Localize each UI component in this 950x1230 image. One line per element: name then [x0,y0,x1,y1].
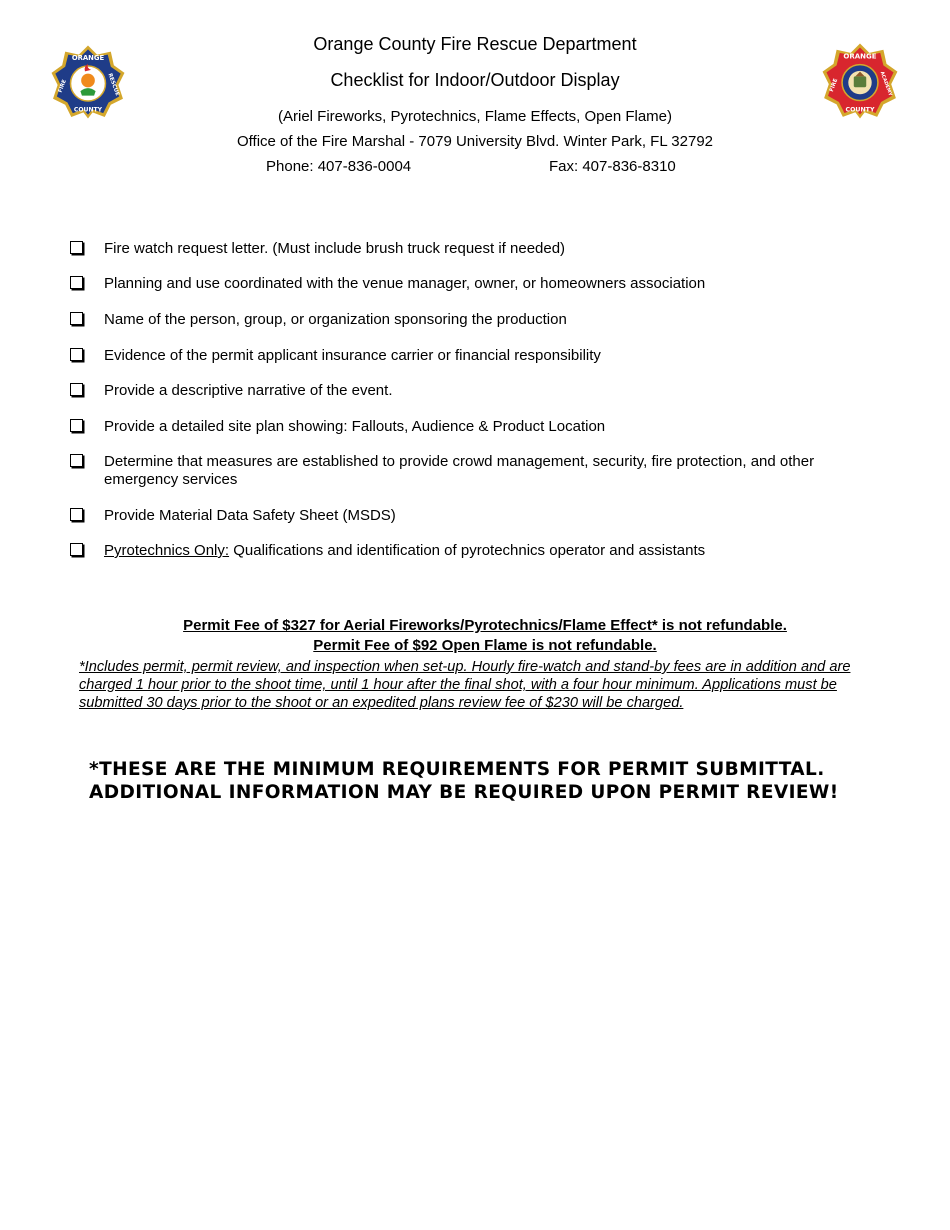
warning-line-2: ADDITIONAL INFORMATION MAY BE REQUIRED UPON PERMIT REVIEW! [89,782,839,803]
svg-text:ORANGE: ORANGE [843,51,877,61]
checklist-item-text: Provide a descriptive narrative of the event. [104,382,393,399]
pyrotechnics-requirement-text: Qualifications and identification of pyrotechnics operator and assistants [229,542,706,559]
display-types: (Ariel Fireworks, Pyrotechnics, Flame Effects, Open Flame) [278,108,672,125]
checklist-item [70,453,870,489]
checkbox[interactable] [70,508,83,521]
checklist-item [70,347,870,365]
checklist-item-text [104,542,864,560]
fax-number: Fax: 407-836-8310 [549,158,676,175]
checklist-item-text: Fire watch request letter. (Must include brush truck request if needed) [104,240,566,257]
aerial-permit-fee: Permit Fee of $327 for Aerial Fireworks/Pyrotechnics/Flame Effect* is not refundable. [183,617,787,634]
checklist-item-text: Determine that measures are established to provide crowd management, security, fire protection, and other emergency services [104,453,815,488]
checklist-item [70,382,870,400]
checklist-item [70,240,870,258]
minimum-requirements-warning [89,758,909,804]
checkbox[interactable] [70,241,83,254]
checklist-item [70,311,870,329]
svg-text:FIRE: FIRE [57,78,68,94]
warning-line-1: *THESE ARE THE MINIMUM REQUIREMENTS FOR PERMIT SUBMITTAL. [89,759,825,780]
svg-text:RESCUE: RESCUE [106,72,121,97]
page-subtitle: Checklist for Indoor/Outdoor Display [330,70,620,90]
checklist-item [70,275,870,293]
checklist-item-text: Provide a detailed site plan showing: Fallouts, Audience & Product Location [104,418,606,435]
page-title: Orange County Fire Rescue Department [313,34,637,54]
checkbox[interactable] [70,454,83,467]
checklist-item-text: Planning and use coordinated with the venue manager, owner, or homeowners association [104,275,706,292]
office-address: Office of the Fire Marshal - 7079 University Blvd. Winter Park, FL 32792 [236,133,714,150]
checklist-item [70,507,870,525]
checkbox[interactable] [70,348,83,361]
checklist-item [70,542,870,560]
svg-text:COUNTY: COUNTY [73,106,103,114]
checkbox[interactable] [70,312,83,325]
checklist-item-text: Evidence of the permit applicant insurance carrier or financial responsibility [104,347,601,364]
checkbox[interactable] [70,419,83,432]
checkbox[interactable] [70,276,83,289]
checklist-item-text: Name of the person, group, or organization sponsoring the production [104,311,567,328]
svg-text:FIRE: FIRE [828,77,840,93]
svg-text:COUNTY: COUNTY [845,106,875,114]
checklist-item [70,418,870,436]
fee-footnote: *Includes permit, permit review, and inspection when set-up. Hourly fire-watch and stand-by fees are in addition and are charged 1 hour prior to the shoot time, until 1 hour after the final shot, with a four hour minimum. Applications must be submitted 30 days prior to the shoot or an expedited plans review fee of $230 will be charged. [79,659,851,711]
checklist-item-text: Provide Material Data Safety Sheet (MSDS) [104,507,396,524]
open-flame-permit-fee: Permit Fee of $92 Open Flame is not refundable. [313,637,657,654]
phone-number: Phone: 407-836-0004 [266,158,412,175]
pyrotechnics-only-label: Pyrotechnics Only: [104,542,230,559]
svg-text:ORANGE: ORANGE [71,53,105,62]
svg-text:ACADEMY: ACADEMY [878,71,893,97]
checkbox[interactable] [70,543,83,556]
checkbox[interactable] [70,383,83,396]
